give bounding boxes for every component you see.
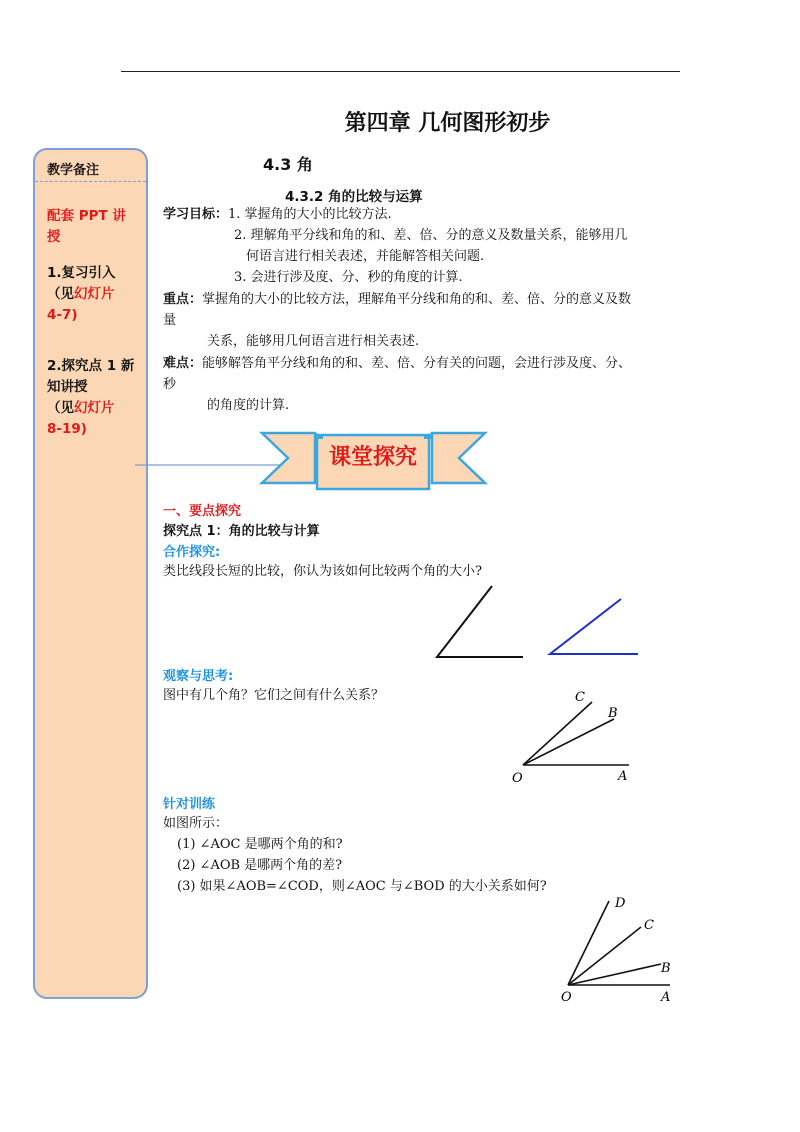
ppt-note-line2: 授 (47, 229, 61, 245)
training-q2: (2) ∠AOB 是哪两个角的差? (177, 858, 343, 873)
label-a2: A (661, 990, 671, 1005)
learning-objectives (163, 204, 683, 225)
observe-label: 观察与思考: (163, 669, 234, 684)
banner-text: 课堂探究 (328, 445, 417, 470)
training-intro: 如图所示： (163, 816, 229, 831)
difficulties (163, 353, 631, 374)
label-c2: C (644, 918, 654, 933)
objective-1: 1. 掌握角的大小的比较方法. (228, 207, 392, 222)
cooperate-label: 合作探究: (163, 545, 221, 560)
explore-range: 8-19) (47, 421, 87, 437)
blue-angle (550, 599, 638, 654)
key-points (163, 289, 631, 310)
two-angles-figure (430, 580, 650, 665)
observe-question: 图中有几个角？它们之间有什么关系？ (163, 688, 385, 703)
review-title: 1.复习引入 (47, 265, 116, 281)
objective-3: 3. 会进行涉及度、分、秒的角度的计算. (234, 270, 463, 285)
explore-title-a: 2.探究点 1 新 (47, 358, 135, 374)
review-range: 4-7) (47, 307, 78, 323)
ppt-note (47, 206, 142, 248)
angle-oabc-figure (505, 685, 650, 785)
label-a: A (618, 769, 628, 784)
review-open: （见 (47, 286, 74, 302)
difficulties-label: 难点： (163, 356, 203, 371)
subsection-title: 4.3.2 角的比较与运算 (285, 189, 423, 205)
key-points-line2: 量 (163, 313, 177, 328)
explore-ref (47, 398, 142, 419)
chapter-title: 第四章 几何图形初步 (344, 111, 551, 136)
explore-title-b: 知讲授 (47, 379, 88, 395)
key-points-line1: 掌握角的大小的比较方法，理解角平分线和角的和、差、倍、分的意义及数 (202, 292, 632, 307)
review-ref (47, 284, 142, 305)
objective-2a: 2. 理解角平分线和角的和、差、倍、分的意义及数量关系，能够用几 (234, 228, 628, 243)
key-points-line3: 关系，能够用几何语言进行相关表述. (207, 334, 420, 349)
training-q3: (3) 如果∠AOB=∠COD，则∠AOC 与∠BOD 的大小关系如何? (177, 879, 547, 894)
difficulties-line2: 秒 (163, 377, 177, 392)
cooperate-question: 类比线段长短的比较，你认为该如何比较两个角的大小? (163, 564, 482, 579)
label-b: B (608, 706, 618, 721)
difficulties-line1: 能够解答角平分线和角的和、差、倍、分有关的问题，会进行涉及度、分、 (202, 356, 632, 371)
label-o: O (512, 771, 523, 785)
label-d2: D (615, 896, 626, 911)
ppt-note-line1: 配套 PPT 讲 (47, 208, 126, 224)
objective-2b: 何语言进行相关表述，并能解答相关问题. (246, 249, 485, 264)
section-title: 4.3 角 (263, 155, 313, 174)
training-q1: (1) ∠AOC 是哪两个角的和? (177, 837, 343, 852)
objectives-label: 学习目标： (163, 207, 229, 222)
black-angle (437, 586, 523, 657)
difficulties-line3: 的角度的计算. (207, 398, 290, 413)
explore-open: （见 (47, 400, 74, 416)
point1-heading: 探究点 1：角的比较与计算 (163, 524, 320, 539)
sidebar-title: 教学备注 (47, 163, 100, 178)
banner-right-tail (432, 433, 485, 483)
angle-oabcd-figure (555, 890, 685, 1010)
explore-note (47, 356, 142, 440)
part1-heading: 一、要点探究 (163, 504, 242, 519)
key-points-label: 重点： (163, 292, 203, 307)
label-o2: O (561, 990, 572, 1005)
review-note (47, 263, 142, 326)
review-slide: 幻灯片 (74, 286, 115, 302)
label-c: C (575, 690, 585, 705)
training-label: 针对训练 (163, 797, 216, 812)
explore-slide: 幻灯片 (74, 400, 115, 416)
label-b2: B (661, 961, 671, 976)
banner-left-tail (262, 433, 315, 483)
sidebar-divider (35, 181, 146, 182)
teaching-notes-sidebar (33, 148, 148, 999)
header-rule (121, 71, 680, 72)
